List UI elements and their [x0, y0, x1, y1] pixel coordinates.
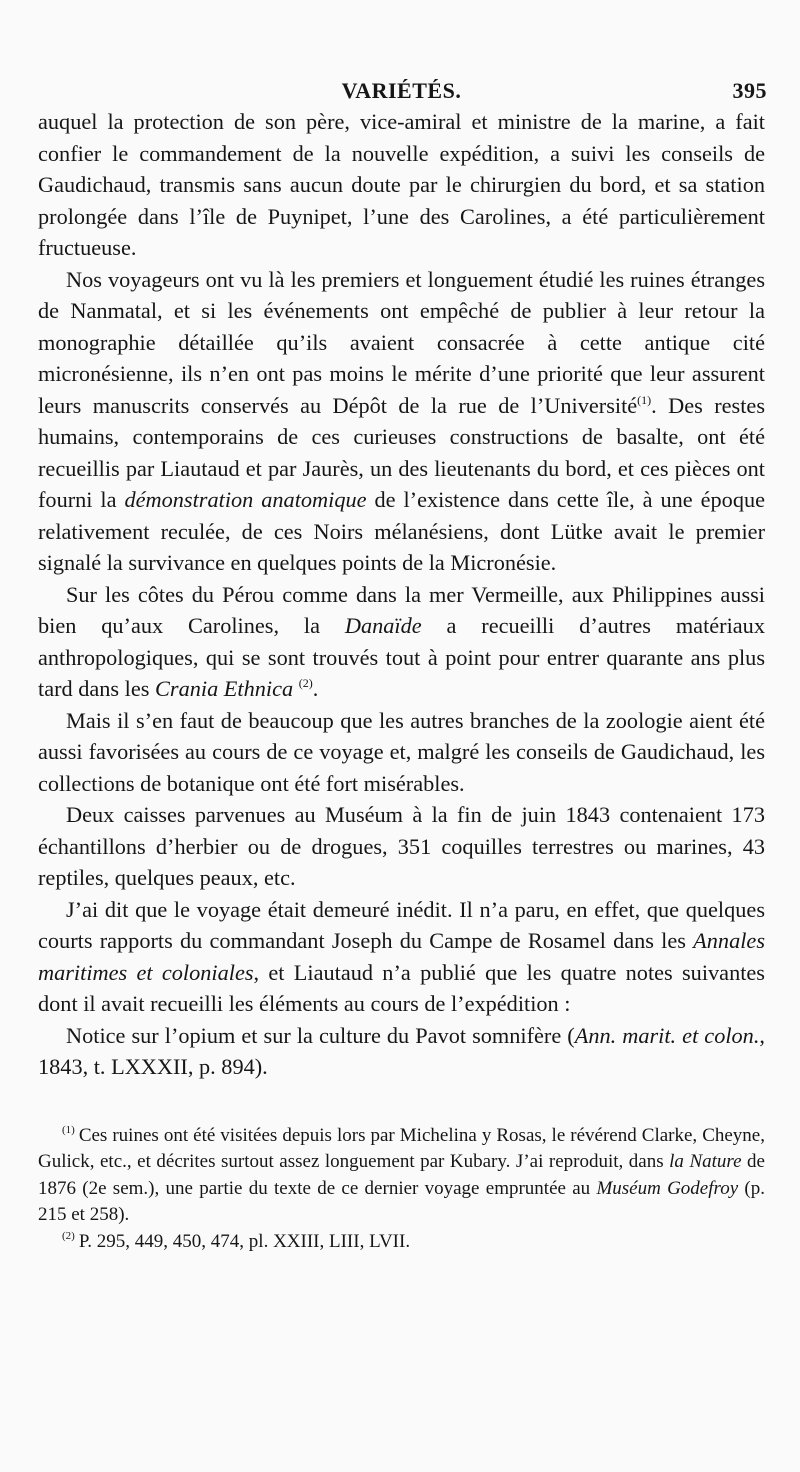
- text-run: P. 295, 449, 450, 474, pl. XXIII, LIII, LVII.: [78, 1230, 411, 1252]
- italic-text: la Nature: [669, 1151, 742, 1172]
- footnote-mark: (2): [62, 1229, 75, 1242]
- footnote-mark: (1): [62, 1123, 75, 1136]
- italic-text: Annales maritimes et coloniales: [38, 928, 765, 985]
- body-text: [38, 106, 765, 1083]
- paragraph: [38, 1020, 765, 1083]
- text-run: .: [312, 676, 319, 701]
- text-run: Sur les côtes du Pérou comme dans la mer Vermeille, aux Philippines aussi bien qu’aux Carolines, la: [38, 581, 765, 638]
- footnote: [38, 1229, 765, 1256]
- text-run: auquel la protection de son père, vice-amiral et ministre de la marine, a fait confier le commandement de la nouvelle expédition, a suivi les conseils de Gaudichaud, transmis sans aucun doute par le chirurgien du bord, et sa station prolongée dans l’île de Puynipet, l’une des Carolines, a été particulièrement fructueuse.: [38, 109, 765, 260]
- italic-text: Danaïde: [344, 613, 422, 638]
- text-run: , et Liautaud n’a publié que les quatre notes suivantes dont il avait recueilli les éléments au cours de l’expédition :: [38, 959, 765, 1016]
- paragraph: [38, 894, 765, 1020]
- footnote-reference: (2): [298, 676, 313, 690]
- italic-text: démonstration anatomique: [124, 487, 367, 512]
- text-run: Notice sur l’opium et sur la culture du Pavot somnifère (: [66, 1022, 575, 1048]
- text-run: J’ai dit que le voyage était demeuré inédit. Il n’a paru, en effet, que quelques courts rapports du commandant Joseph du Campe de Rosamel dans les: [38, 896, 765, 953]
- paragraph: [38, 579, 765, 705]
- paragraph: [38, 705, 765, 800]
- text-run: , 1843, t. LXXXII, p. 894).: [38, 1022, 765, 1079]
- text-run: Deux caisses parvenues au Muséum à la fin de juin 1843 contenaient 173 échantillons d’herbier ou de drogues, 351 coquilles terrestres ou marines, 43 reptiles, quelques peaux, etc.: [38, 802, 765, 890]
- running-title: VARIÉTÉS.: [341, 78, 462, 103]
- italic-text: Crania Ethnica: [155, 676, 294, 701]
- paragraph: [38, 106, 765, 264]
- book-page: [38, 70, 765, 1255]
- italic-text: Ann. marit. et colon.: [574, 1022, 760, 1048]
- italic-text: Muséum Godefroy: [596, 1177, 739, 1199]
- text-run: de 1876 (2e sem.), une partie du texte de ce dernier voyage empruntée au: [38, 1151, 765, 1199]
- paragraph: [38, 264, 765, 579]
- text-run: Nos voyageurs ont vu là les premiers et longuement étudié les ruines étranges de Nanmatal, et si les événements ont empêché de publier à leur retour la monographie détaillée qu’ils avaient consacrée à cette antique cité micronésienne, ils n’en ont pas moins le mérite d’une priorité que leur assurent leurs manuscrits conservés au Dépôt de la rue de l’Université: [38, 266, 765, 418]
- text-run: Ces ruines ont été visitées depuis lors par Michelina y Rosas, le révérend Clarke, Cheyne, Gulick, etc., et décrites surtout assez longuement par Kubary. J’ai reproduit, dans: [38, 1124, 765, 1172]
- text-run: . Des restes humains, contemporains de ces curieuses constructions de basalte, ont été recueillis par Liautaud et par Jaurès, un des lieutenants du bord, et ces pièces ont fourni la: [38, 392, 765, 512]
- footnote-reference: (1): [637, 392, 652, 407]
- paragraph: [38, 799, 765, 894]
- text-run: (p. 215 et 258).: [38, 1177, 766, 1225]
- page-number: 395: [732, 78, 767, 103]
- running-head: [38, 70, 765, 106]
- footnotes: [38, 1123, 765, 1256]
- footnote: [38, 1123, 765, 1229]
- text-run: a recueilli d’autres matériaux anthropologiques, qui se sont trouvés tout à point pour entrer quarante ans plus tard dans les: [38, 613, 765, 701]
- text-run: Mais il s’en faut de beaucoup que les autres branches de la zoologie aient été aussi favorisées au cours de ce voyage et, malgré les conseils de Gaudichaud, les collections de botanique ont été fort misérables.: [38, 707, 765, 796]
- text-run: de l’existence dans cette île, à une époque relativement reculée, de ces Noirs mélanésiens, dont Lütke avait le premier signalé la survivance en quelques points de la Micronésie.: [38, 487, 766, 575]
